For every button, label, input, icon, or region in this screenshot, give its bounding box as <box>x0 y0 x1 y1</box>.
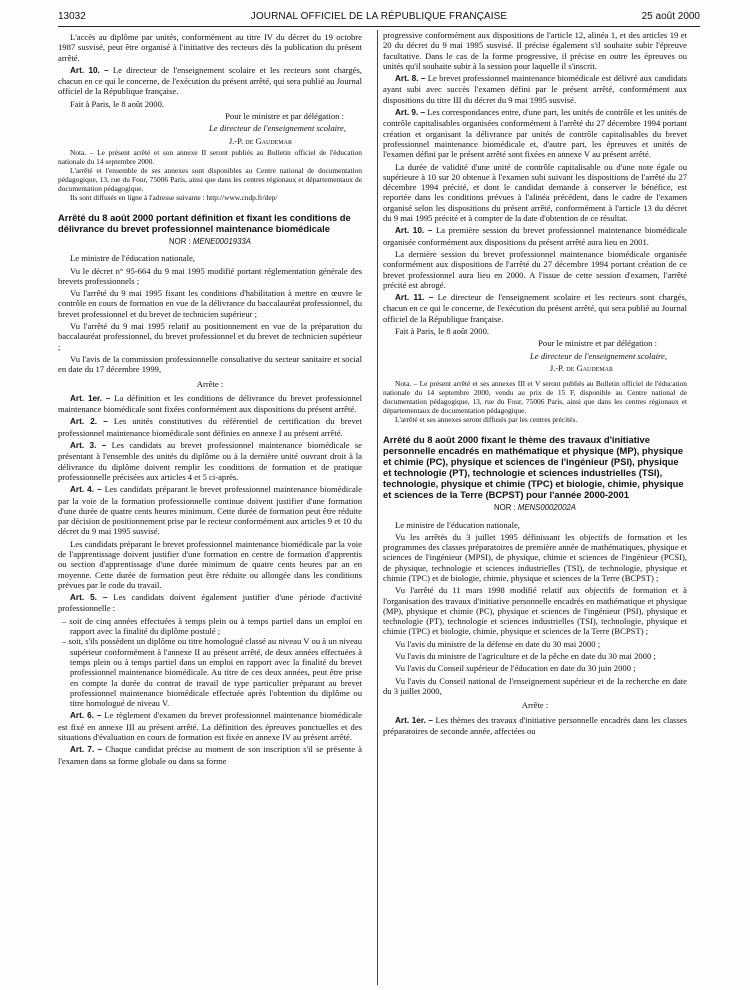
article-1 <box>58 393 362 415</box>
article-label: Art. 8. – <box>395 74 426 84</box>
visa: Vu l'avis du Conseil national de l'enseignement supérieur et de la recherche en date du 3 juillet 2000, <box>383 675 687 696</box>
article-text: Les candidats doivent également justifier d'une période d'activité professionnelle : <box>58 592 362 614</box>
article-6 <box>58 710 362 742</box>
decree-heading: Arrêté du 8 août 2000 portant définition et fixant les conditions de délivrance du brevet professionnel maintenance biomédicale <box>58 211 351 234</box>
visa: Vu l'avis du ministre de l'agriculture et de la pêche en date du 30 mai 2000 ; <box>395 651 656 662</box>
paragraph: progressive conformément aux dispositions de l'article 12, alinéa 1, et des articles 19 et 20 du décret du 9 mai 1995 susvisé. Il précise également s'il souhaite subir l'épreuve facultative. Dans le cas de la forme progressive, il précise en outre les épreuves ou unités qu'il souhaite subir à la session pour laquelle il s'inscrit. <box>383 30 687 71</box>
director-title: Le directeur de l'enseignement scolaire, <box>209 123 346 134</box>
article-text: La première session du brevet professionnel maintenance biomédicale organisée conformément aux dispositions du présent arrêté aura lieu en 2001. <box>383 225 687 247</box>
nor-code: MENE0001933A <box>192 236 251 246</box>
decree-heading: Arrêté du 8 août 2000 fixant le thème des travaux d'initiative personnelle encadrés en mathématique et physique (MP), physique et chimie (PC), physique et sciences de l'ingénieur (PSI), physique et technologie (PT), technologie et sciences industrielles (TSI), technologie, physique et chimie (TPC) et biologie, chimie, physique et sciences de la Terre (BCPST) pour l'année 2000-2001 <box>383 434 684 501</box>
director-title: Le directeur de l'enseignement scolaire, <box>530 350 667 361</box>
nor-label: NOR : <box>494 503 518 513</box>
article-text: Le règlement d'examen du brevet professionnel maintenance biomédicale est fixé en annexe III au présent arrêté. La définition des épreuves ponctuelles et des situations d'évaluation en cours de formation est fixée en annexe IV au présent arrêté. <box>58 710 362 743</box>
article-label: Art. 6. – <box>70 711 102 721</box>
article-1 <box>383 715 687 737</box>
article-label: Art. 10. – <box>70 65 109 75</box>
article-text: La définition et les conditions de délivrance du brevet professionnel maintenance biomédicale sont fixées conformément aux dispositions du présent arrêté. <box>58 392 362 415</box>
article-label: Art. 10. – <box>395 226 433 236</box>
article-label: Art. 5. – <box>70 593 108 603</box>
nota-block <box>383 379 687 424</box>
article-text: Les candidats préparant le brevet professionnel maintenance biomédicale par la voie de la formation professionnelle continue doivent justifier d'une formation d'une durée de quatre cents heures minimum. Cette durée de formation peut être réduite par décision de positionnement prise par le recteur conformément aux articles 9 et 10 du décret du 9 mai 1995 susvisé. <box>58 484 362 537</box>
article-text: Chaque candidat précise au moment de son inscription s'il se présente à l'examen dans sa forme globale ou dans sa forme <box>58 744 362 766</box>
article-text: Les thèmes des travaux d'initiative personnelle encadrés dans les classes préparatoires de seconde année, affectées ou <box>383 714 687 736</box>
article-label: Art. 1er. – <box>395 715 433 725</box>
minister-line: Le ministre de l'éducation nationale, <box>70 253 195 264</box>
article-text: Le directeur de l'enseignement scolaire et les recteurs sont chargés, chacun en ce qui le concerne, de l'exécution du présent arrêté, qui sera publié au Journal officiel de la République française. <box>383 292 687 324</box>
visa: Vu l'arrêté du 11 mars 1998 modifié relatif aux objectifs de formation et à l'organisation des travaux d'initiative personnelle encadrés en mathématique et physique (MP), physique et chimie (PC), physique et sciences de l'ingénieur (PSI), physique et technologie (PT), technologie et sciences industrielles (TSI), technologie, physique et chimie (TPC) et biologie, chimie, physique et sciences de la Terre (BCPST) ; <box>383 585 687 637</box>
fait-a-paris: Fait à Paris, le 8 août 2000. <box>395 326 490 337</box>
column-divider <box>377 30 378 985</box>
article-5 <box>58 592 362 614</box>
visa: Vu l'arrêté du 9 mai 1995 fixant les conditions d'habilitation à mettre en œuvre le contrôle en cours de formation en vue de la délivrance du baccalauréat professionnel, du brevet professionnel et du brevet de technicien supérieur ; <box>58 288 362 319</box>
nota-line: L'arrêté et ses annexes seront diffusés par les centres précités. <box>395 415 578 425</box>
article-8 <box>383 73 687 105</box>
delegation-line: Pour le ministre et par délégation : <box>538 338 657 349</box>
right-column <box>383 30 687 738</box>
issue-date: 25 août 2000 <box>641 11 700 22</box>
nota-line: Ils sont diffusés en ligne à l'adresse suivante : http://www.cndp.fr/dep/ <box>70 192 278 202</box>
article-4 <box>58 484 362 536</box>
article-text: Le brevet professionnel maintenance biomédicale est délivré aux candidats ayant subi avec succès l'examen défini par le présent arrêté, conformément aux dispositions du titre III du décret du 9 mai 1995 susvisé. <box>383 73 687 105</box>
paragraph: L'accès au diplôme par unités, conformément au titre IV du décret du 19 octobre 1987 susvisé, peut être organisé à l'initiative des recteurs dès la publication du présent arrêté. <box>58 32 362 63</box>
visa: Vu l'arrêté du 9 mai 1995 relatif au positionnement en vue de la préparation du baccalauréat professionnel, du brevet professionnel et du brevet de technicien supérieur ; <box>58 321 362 352</box>
article-text: Les correspondances entre, d'une part, les unités de contrôle et les unités de contrôle capitalisables organisées conformément à l'arrêté du 27 décembre 1994 portant création et organisant la délivrance par unités de contrôle capitalisables du brevet professionnel maintenance biomédicale et, d'autre part, les épreuves et unités de l'examen défini par le présent arrêté sont fixées en annexe V au présent arrêté. <box>383 107 687 160</box>
signature: J.-P. de Gaudemar <box>549 362 613 373</box>
article-10 <box>58 65 362 97</box>
signature: J.-P. de Gaudemar <box>228 135 292 146</box>
nota-block <box>58 148 362 202</box>
article-11 <box>383 292 687 324</box>
page-header <box>58 10 700 24</box>
arrete-label: Arrête : <box>521 700 549 711</box>
article-7 <box>58 744 362 766</box>
fait-a-paris: Fait à Paris, le 8 août 2000. <box>70 98 165 109</box>
nor-label: NOR : <box>169 236 193 246</box>
list-item: – soit, s'ils possèdent un diplôme ou titre homologué classé au niveau V ou à un niveau supérieur conformément à l'annexe II au présent arrêté, de deux années effectuées à temps plein ou à temps partiel dans un emploi en rapport avec la finalité du brevet professionnel maintenance biomédicale. Au titre de ces deux années, peut être prise en compte la durée du contrat de travail de type particulier préparant au brevet professionnel maintenance biomédicale effectuée après l'obtention du diplôme ou titre homologué de niveau V. <box>62 636 362 709</box>
visa: Vu l'avis du ministre de la défense en date du 30 mai 2000 ; <box>395 638 601 649</box>
nor-code: MENS0002002A <box>517 503 576 513</box>
article-9 <box>383 107 687 159</box>
paragraph: La dernière session du brevet professionnel maintenance biomédicale organisée conformément aux dispositions de l'arrêté du 27 décembre 1994 portant création de ce brevet professionnel aura lieu en 2000. A l'issue de cette session d'examen, l'arrêté précité est abrogé. <box>383 248 687 290</box>
visa: Vu le décret n° 95-664 du 9 mai 1995 modifié portant réglementation générale des brevets professionnels ; <box>58 265 362 286</box>
article-2 <box>58 416 362 438</box>
nor-reference <box>383 503 687 513</box>
article-text: Les unités constitutives du référentiel de certification du brevet professionnel maintenance biomédicale sont définies en annexe I au présent arrêté. <box>58 416 362 438</box>
delegation-line: Pour le ministre et par délégation : <box>225 111 344 122</box>
article-label: Art. 9. – <box>395 108 426 118</box>
arrete-label: Arrête : <box>196 378 224 389</box>
article-3 <box>58 440 362 482</box>
minister-line: Le ministre de l'éducation nationale, <box>395 519 520 530</box>
paragraph: La durée de validité d'une unité de contrôle capitalisable ou d'une note égale ou supérieure à 10 sur 20 obtenue à l'examen subi suivant les dispositions de l'arrêté du 27 décembre 1994 précité, et dont le candidat demande à conserver le bénéfice, est reportée dans les conditions prévues à l'alinéa précédent, dans le cadre de l'examen organisé selon les dispositions du présent arrêté, conformément à l'article 13 du décret du 9 mai 1995 précité et à compter de la date d'obtention de ce résultat. <box>383 161 687 224</box>
article-label: Art. 11. – <box>395 293 434 303</box>
article-label: Art. 2. – <box>70 417 108 427</box>
article-label: Art. 4. – <box>70 485 102 495</box>
left-column <box>58 32 362 768</box>
nota-line: Nota. – Le présent arrêté et son annexe II seront publiés au Bulletin officiel de l'éducation nationale du 14 septembre 2000. <box>58 147 362 166</box>
dash-list <box>58 616 362 709</box>
visa: Vu l'avis du Conseil supérieur de l'éducation en date du 30 juin 2000 ; <box>395 663 636 674</box>
article-10 <box>383 225 687 247</box>
nota-line: L'arrêté et l'ensemble de ses annexes sont disponibles au Centre national de documentation pédagogique, 13, rue du Four, 75006 Paris, ainsi que dans les centres régionaux et départementaux de documentation pédagogique. <box>58 165 362 193</box>
visa: Vu les arrêtés du 3 juillet 1995 définissant les objectifs de formation et les programmes des classes préparatoires de première année de mathématiques, physique et sciences de l'ingénieur (MPSI), de physique, chimie et sciences de l'ingénieur (PCSI), de physique, technologie et sciences industrielles (TSI), de technologie, physique et chimie (TPC) et de biologie, chimie, physique et sciences de la Terre (BCPST) ; <box>383 531 687 583</box>
visa: Vu l'avis de la commission professionnelle consultative du secteur sanitaire et social en date du 17 décembre 1999, <box>58 353 362 375</box>
nota-line: Nota. – Le présent arrêté et ses annexes III et V seront publiés au Bulletin officiel de l'éducation nationale du 14 septembre 2000, vendu au prix de 15 F, disponible au Centre national de documentation pédagogique, 13, rue du Four, 75006 Paris, ainsi que dans les centres régionaux et départementaux de documentation pédagogique. <box>383 379 687 416</box>
paragraph: Les candidats préparant le brevet professionnel maintenance biomédicale par la voie de l'apprentissage doivent justifier d'une formation en centre de formation d'apprentis ou section d'apprentissage d'une durée minimum de quatre cents heures par an en moyenne. Cette durée de formation peut être réduite ou allongée dans les conditions prévues par le code du travail. <box>58 538 362 590</box>
list-item: – soit de cinq années effectuées à temps plein ou à temps partiel dans un emploi en rapport avec la finalité du diplôme postulé ; <box>62 615 362 637</box>
page-number: 13032 <box>58 11 86 22</box>
article-text: Le directeur de l'enseignement scolaire et les recteurs sont chargés, chacun en ce qui le concerne, de l'exécution du présent arrêté, qui sera publié au Journal officiel de la République française. <box>58 64 362 97</box>
nor-reference <box>58 237 362 247</box>
header-rule <box>58 26 700 27</box>
journal-title: JOURNAL OFFICIEL DE LA RÉPUBLIQUE FRANÇAISE <box>250 11 508 22</box>
article-text: Les candidats au brevet professionnel maintenance biomédicale se présentant à l'ensemble des unités du diplôme ou à la dernière unité ouvrant droit à la délivrance du diplôme doivent remplir les conditions de formation et de pratique professionnelle précisées aux articles 4 et 5 ci-après. <box>58 440 362 482</box>
article-label: Art. 1er. – <box>70 393 111 403</box>
article-label: Art. 3. – <box>70 441 107 451</box>
article-label: Art. 7. – <box>70 745 103 755</box>
